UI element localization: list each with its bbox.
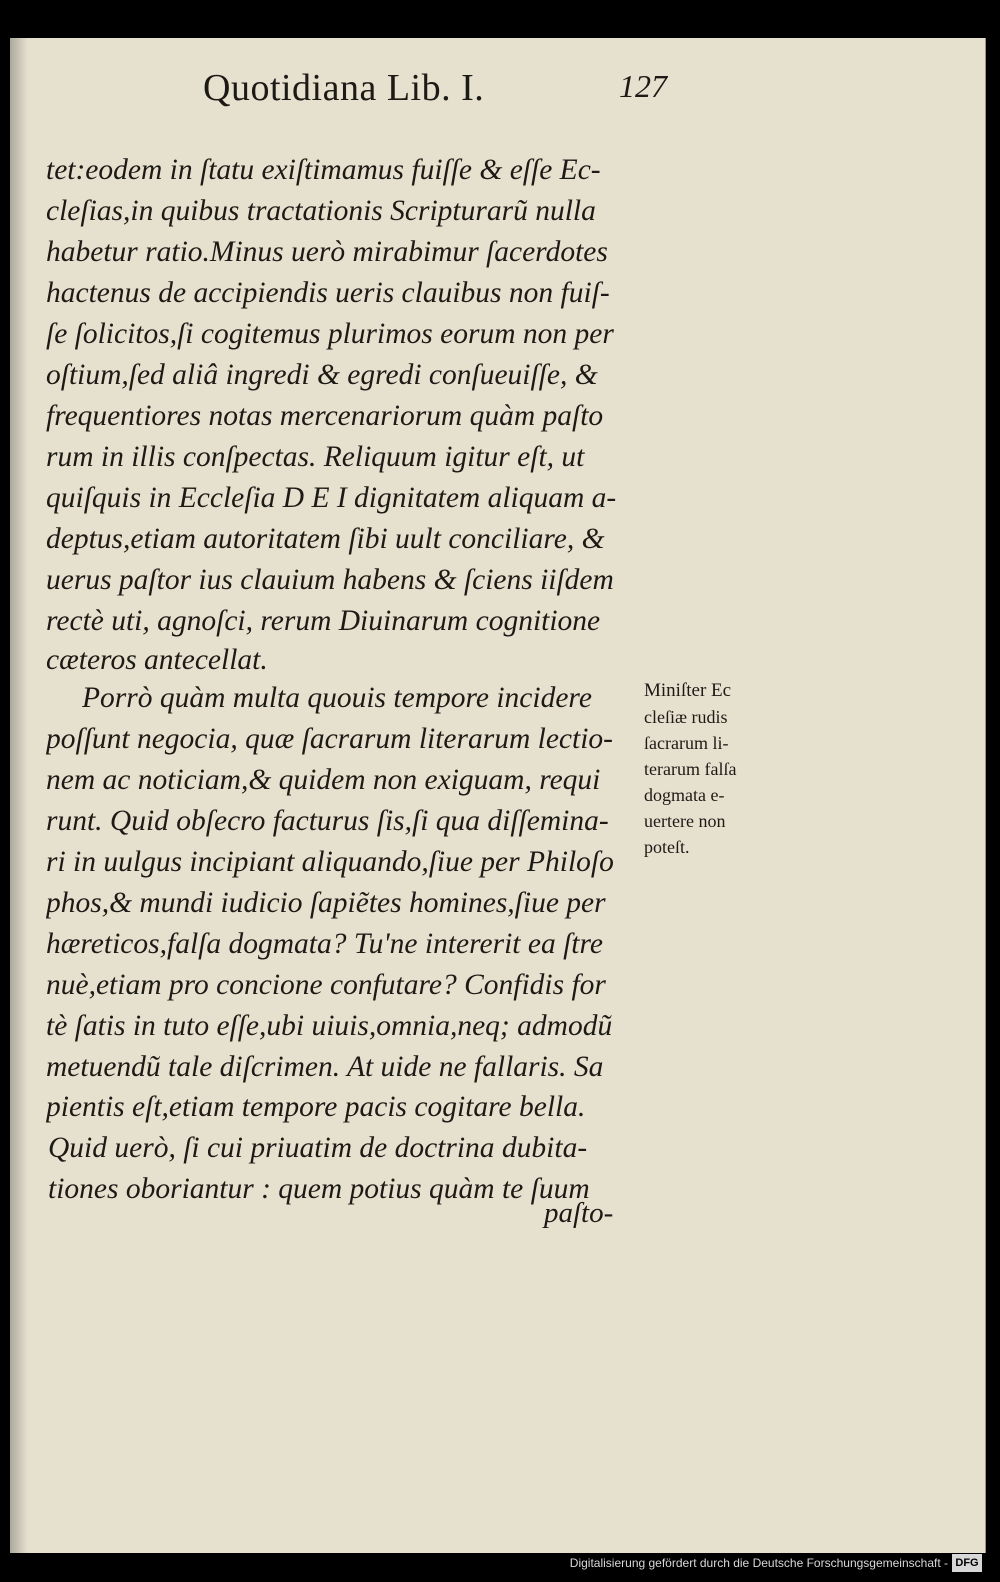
marginal-note-line: cleſiæ rudis: [644, 707, 728, 727]
page-number: 127: [619, 68, 667, 104]
marginal-note-line: terarum falſa: [644, 759, 737, 779]
text-line: rum in illis conſpectas. Reliquum igitur eſt, ut: [46, 441, 585, 473]
running-head: Quotidiana Lib. I.: [203, 67, 485, 109]
marginal-note-line: uertere non: [644, 811, 726, 831]
text-line: cleſias,in quibus tractationis Scripturarũ nulla: [46, 195, 596, 227]
text-line: uerus paſtor ius clauium habens & ſciens iiſdem: [46, 564, 614, 596]
text-line: poſſunt negocia, quæ ſacrarum literarum lectio-: [46, 723, 613, 755]
paragraph-start-line: Quid uerò, ſi cui priuatim de doctrina dubita-: [48, 1132, 588, 1164]
funding-credit: Digitalisierung gefördert durch die Deutsche Forschungsgemeinschaft -: [569, 1556, 948, 1570]
dfg-logo: DFG: [952, 1554, 982, 1572]
marginal-note-line: poteſt.: [644, 837, 690, 857]
marginal-note: [644, 678, 794, 860]
text-line: cæteros antecellat.: [46, 644, 268, 676]
marginal-note-line: Miniſter Ec: [644, 680, 732, 701]
text-line: frequentiores notas mercenariorum quàm paſto: [46, 400, 604, 432]
text-line: ſe ſolicitos,ſi cogitemus plurimos eorum non per: [46, 318, 614, 350]
text-line: ri in uulgus incipiant aliquando,ſiue per Philoſo: [46, 846, 614, 878]
text-line: rectè uti, agnoſci, rerum Diuinarum cognitione: [46, 605, 601, 637]
text-line: nem ac noticiam,& quidem non exiguam, requi: [46, 764, 601, 796]
text-line: pientis eſt,etiam tempore pacis cogitare bella.: [46, 1091, 586, 1123]
marginal-note-line: ſacrarum li-: [644, 733, 729, 753]
text-line: metuendũ tale diſcrimen. At uide ne fallaris. Sa: [46, 1051, 604, 1083]
text-line: hæreticos,falſa dogmata? Tu'ne intererit ea ſtre: [46, 928, 603, 960]
text-line: quiſquis in Eccleſia D E I dignitatem aliquam a-: [46, 482, 617, 514]
text-line: deptus,etiam autoritatem ſibi uult conciliare, &: [46, 523, 605, 555]
text-line: tiones oboriantur : quem potius quàm te ſuum: [48, 1173, 590, 1205]
marginal-note-line: dogmata e-: [644, 785, 725, 805]
paragraph-start-line: Porrò quàm multa quouis tempore incidere: [82, 682, 592, 714]
text-line: phos,& mundi iudicio ſapiẽtes homines,ſiue per: [46, 887, 606, 919]
text-line: tet:eodem in ſtatu exiſtimamus fuiſſe & eſſe Ec-: [46, 154, 601, 186]
text-line: habetur ratio.Minus uerò mirabimur ſacerdotes: [46, 236, 608, 268]
catchword: paſto-: [544, 1197, 614, 1229]
text-line: hactenus de accipiendis ueris clauibus non fuiſ-: [46, 277, 610, 309]
text-line: runt. Quid obſecro facturus ſis,ſi qua diſſemina-: [46, 805, 609, 837]
text-line: nuè,etiam pro concione confutare? Confidis for: [46, 969, 606, 1001]
text-line: oſtium,ſed aliâ ingredi & egredi conſueuiſſe, &: [46, 359, 598, 391]
text-line: tè ſatis in tuto eſſe,ubi uiuis,omnia,neq; admodũ: [46, 1010, 613, 1042]
